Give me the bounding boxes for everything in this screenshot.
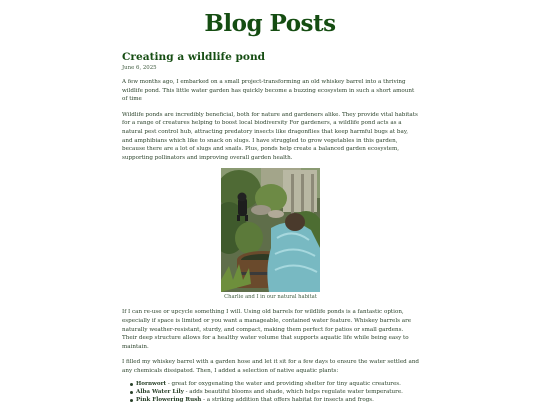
image-caption: Charlie and I in our natural habitat (224, 294, 317, 301)
plant-name: Pink Flowering Rush (136, 397, 202, 404)
plant-name: Alba Water Lily (136, 388, 184, 395)
post-figure (221, 168, 320, 301)
plant-name: Hornwort (136, 380, 167, 387)
blog-article (122, 50, 419, 405)
plant-list (122, 380, 419, 405)
bullet-icon (130, 383, 133, 386)
filling-paragraph: I filled my whiskey barrel with a garden hose and let it sit for a few days to ensure the water settled and any chemicals dissipated. Then, I added a selection of native aquatic plants: (122, 359, 420, 374)
plant-desc: - adds beautiful blooms and shade, which helps regulate water temperature. (183, 388, 403, 395)
post-date: June 6, 2025 (122, 65, 157, 71)
upcycle-paragraph: If I can re-use or upcycle something I will. Using old barrels for wildlife ponds is a fantastic option, especially if space is limited or you want a manageable, contained water feature. Whiskey barrels are naturally weather-resistant, sturdy, and compact, making them perfect for patios or small gardens. Their deep structure allows for a healthy water volume that supports aquatic life while being easy to maintain. (122, 309, 412, 350)
bullet-icon (130, 391, 133, 394)
benefits-paragraph: Wildlife ponds are incredibly beneficial, both for nature and gardeners alike. They provide vital habitats for a range of creatures helping to boost local biodiversity For gardeners, a wildlife pond acts as a natural pest control hub, attracting predatory insects like dragonflies that keep harmful bugs at bay, and amphibians which like to snack on slugs. I have struggled to grow vegetables in this garden, because there are a lot of slugs and snails. Plus, ponds help create a balanced garden ecosystem, supporting pollinators and improving overall garden health. (122, 111, 418, 161)
post-title[interactable]: Creating a wildlife pond (122, 51, 266, 63)
bullet-icon (130, 399, 133, 402)
site-title: Blog Posts (204, 10, 336, 37)
plant-desc: - a striking addition that offers habitat for insects and frogs. (201, 397, 374, 404)
plant-desc: - great for oxygenating the water and providing shelter for tiny aquatic creatures. (166, 380, 401, 387)
garden-photo-illustration (221, 168, 320, 292)
intro-paragraph: A few months ago, I embarked on a small project-transforming an old whiskey barrel into a thriving wildlife pond. This little water garden has quickly become a buzzing ecosystem in such a short amount of time (122, 79, 415, 103)
list-item (130, 388, 419, 396)
list-item (130, 396, 419, 404)
garden-photo (221, 168, 320, 292)
list-item (130, 380, 419, 388)
